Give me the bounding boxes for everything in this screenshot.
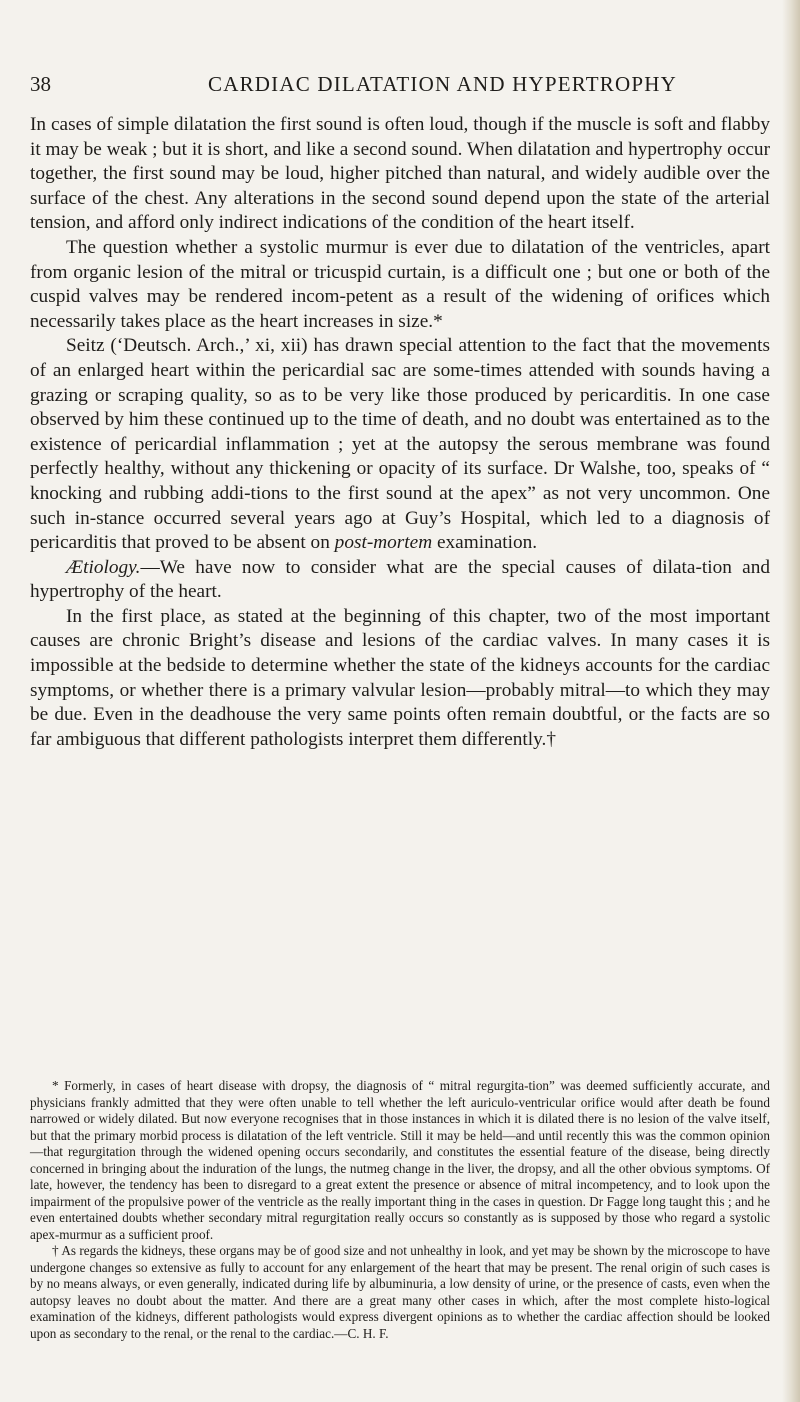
paragraph-first-sound: In cases of simple dilatation the first sound is often loud, though if the muscle is soft and flabby it may be weak ; but it is short, and like a second sound. When dilatation and hypertrophy occur together, the first sound may be loud, higher pitched than natural, and widely audible over the surface of the chest. Any alterations in the second sound depend upon the state of the arterial tension, and afford only indirect indications of the condition of the heart itself. xyxy=(30,114,770,234)
chapter-header-title: CARDIAC DILATATION AND HYPERTROPHY xyxy=(208,72,677,96)
page-edge-shadow xyxy=(782,0,800,1402)
paragraph-seitz xyxy=(30,334,770,555)
footnote-dagger: † As regards the kidneys, these organs may be of good size and not unhealthy in look, and yet may be shown by the microscope to have undergone changes so extensive as fully to account for any enlargement of the heart that may be present. The renal origin of such cases is by no means always, or even generally, indicated during life by albuminuria, a low density of urine, or the presence of casts, even when the autopsy leaves no doubt about the matter. And there are a great many other cases in which, after the most complete histo-logical examination of the kidneys, different pathologists would express divergent opinions as to whether the cardiac affection should be looked upon as secondary to the renal, or the renal to the cardiac.—C. H. F. xyxy=(30,1243,770,1341)
paragraph-causes: In the first place, as stated at the beginning of this chapter, two of the most important causes are chronic Bright’s disease and lesions of the cardiac valves. In many cases it is impossible at the bedside to determine whether the state of the kidneys accounts for the cardiac symptoms, or whether there is a primary valvular lesion—probably mitral—to which they may be due. Even in the deadhouse the very same points often remain doubtful, or the facts are so far ambiguous that different pathologists interpret them differently.† xyxy=(30,605,770,750)
paragraph-seitz-text: Seitz (‘Deutsch. Arch.,’ xi, xii) has drawn special attention to the fact that the movements of an enlarged heart within the pericardial sac are some-times attended with sounds having a grazing or scraping quality, so as to be very like those produced by pericarditis. In one case observed by him these continued up to the time of death, and no doubt was entertained as to the existence of pericardial inflammation ; yet at the autopsy the serous membrane was found perfectly healthy, without any thickening or opacity of its surface. Dr Walshe, too, speaks of “ knocking and rubbing addi-tions to the first sound at the apex” as not very uncommon. One such in-stance occurred several years ago at Guy’s Hospital, which led to a diagnosis of pericarditis that proved to be absent on xyxy=(30,335,770,554)
paragraph-aetiology xyxy=(30,556,770,605)
footnotes xyxy=(30,1078,770,1342)
running-head xyxy=(30,72,770,102)
post-mortem-italic: post-mortem xyxy=(334,532,433,554)
body-text xyxy=(30,113,770,752)
page-number: 38 xyxy=(30,72,51,96)
paragraph-seitz-end: examination. xyxy=(432,532,538,554)
footnote-asterisk: * Formerly, in cases of heart disease with dropsy, the diagnosis of “ mitral regurgita-tion” was deemed sufficiently accurate, and physicians frankly admitted that they were often unable to tell whether the left auriculo-ventricular orifice would after death be found narrowed or widely dilated. But now everyone recognises that in those instances in which it is dilated there is no lesion of the valve itself, but that the primary morbid process is dilatation of the left ventricle. Still it may be held—and until recently this was the common opinion—that regurgitation through the widened opening occurs secondarily, and constitutes the essential feature of the disease, being directly concerned in bringing about the induration of the lungs, the nutmeg change in the liver, the dropsy, and all the other obvious symptoms. Of late, however, the tendency has been to disregard to a great extent the presence or absence of mitral incompetency, and to look upon the impairment of the propulsive power of the ventricle as the really important thing in the cases in question. Dr Fagge long taught this ; and he even entertained doubts whether secondary mitral regurgitation really occurs so constantly as is supposed by those who regard a systolic apex-murmur as a sufficient proof. xyxy=(30,1078,770,1242)
aetiology-heading: Ætiology. xyxy=(66,556,141,578)
aetiology-text: —We have now to consider what are the special causes of dilata-tion and hypertrophy of the heart. xyxy=(30,556,770,603)
paragraph-systolic-murmur: The question whether a systolic murmur is ever due to dilatation of the ventricles, apart from organic lesion of the mitral or tricuspid curtain, is a difficult one ; but one or both of the cuspid valves may be rendered incom-petent as a result of the widening of orifices which necessarily takes place as the heart increases in size.* xyxy=(30,236,770,332)
